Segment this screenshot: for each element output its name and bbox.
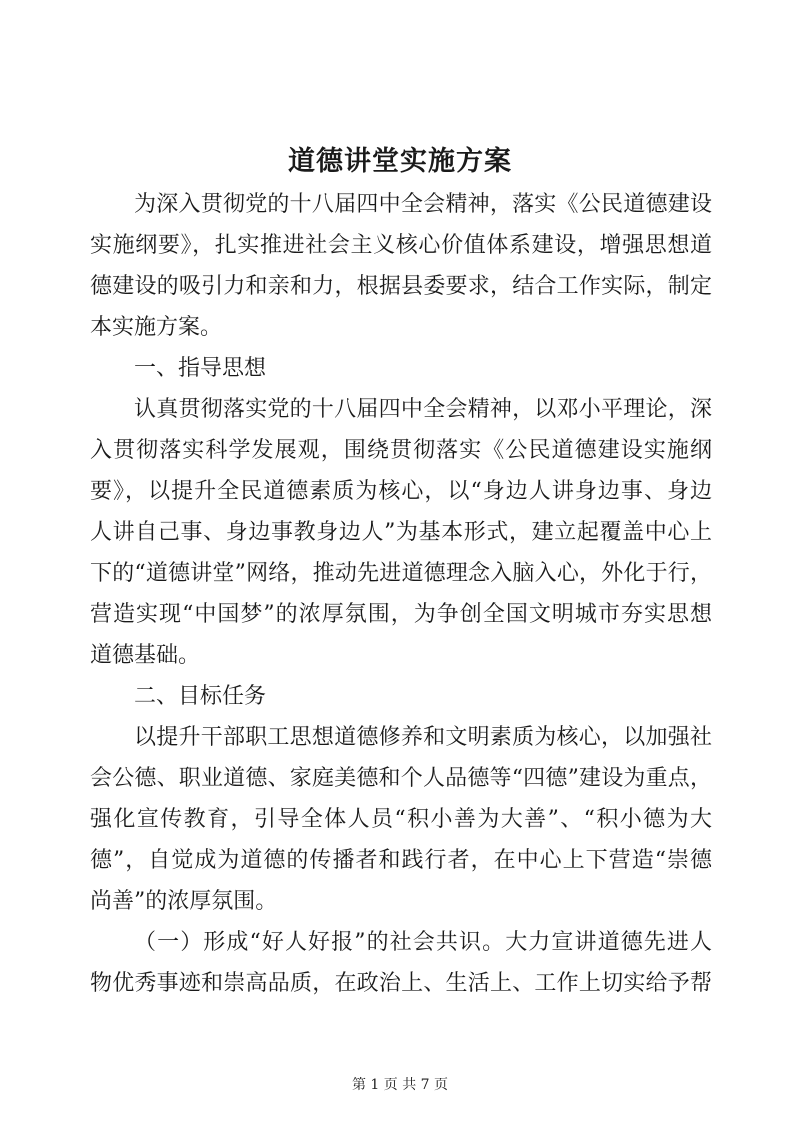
text-line: 营造实现“中国梦”的浓厚氛围，为争创全国文明城市夯实思想 [90,602,712,627]
text-line: 实施纲要》，扎实推进社会主义核心价值体系建设，增强思想道 [90,233,712,258]
text-line: 道德基础。 [90,643,201,668]
text-line: 一、指导思想 [134,356,267,381]
text-line: 物优秀事迹和崇高品质，在政治上、生活上、工作上切实给予帮 [90,971,712,996]
text-line: 本实施方案。 [90,315,223,340]
text-line: 为深入贯彻党的十八届四中全会精神，落实《公民道德建设 [134,192,712,217]
page-footer: 第 1 页 共 7 页 [351,1077,449,1093]
text-line: 认真贯彻落实党的十八届四中全会精神，以邓小平理论，深 [134,397,712,422]
text-line: 德”，自觉成为道德的传播者和践行者，在中心上下营造“崇德 [90,848,712,873]
text-line: 二、目标任务 [134,684,267,709]
document-body [90,184,712,1004]
text-line: 以提升干部职工思想道德修养和文明素质为核心，以加强社 [134,725,712,750]
text-line: 尚善”的浓厚氛围。 [90,889,278,914]
text-line: 德建设的吸引力和亲和力，根据县委要求，结合工作实际，制定 [90,274,712,299]
text-line: 会公德、职业道德、家庭美德和个人品德等“四德”建设为重点， [90,766,712,791]
text-line: 入贯彻落实科学发展观，围绕贯彻落实《公民道德建设实施纲 [90,438,712,463]
text-line: （一）形成“好人好报”的社会共识。大力宣讲道德先进人 [134,930,712,955]
text-line: 强化宣传教育，引导全体人员“积小善为大善”、“积小德为大 [90,807,712,832]
text-line: 下的“道德讲堂”网络，推动先进道德理念入脑入心，外化于行， [90,561,712,586]
document-title: 道德讲堂实施方案 [288,146,512,177]
text-line: 人讲自己事、身边事教身边人”为基本形式，建立起覆盖中心上 [90,520,712,545]
text-line: 要》，以提升全民道德素质为核心，以“身边人讲身边事、身边 [90,479,712,504]
